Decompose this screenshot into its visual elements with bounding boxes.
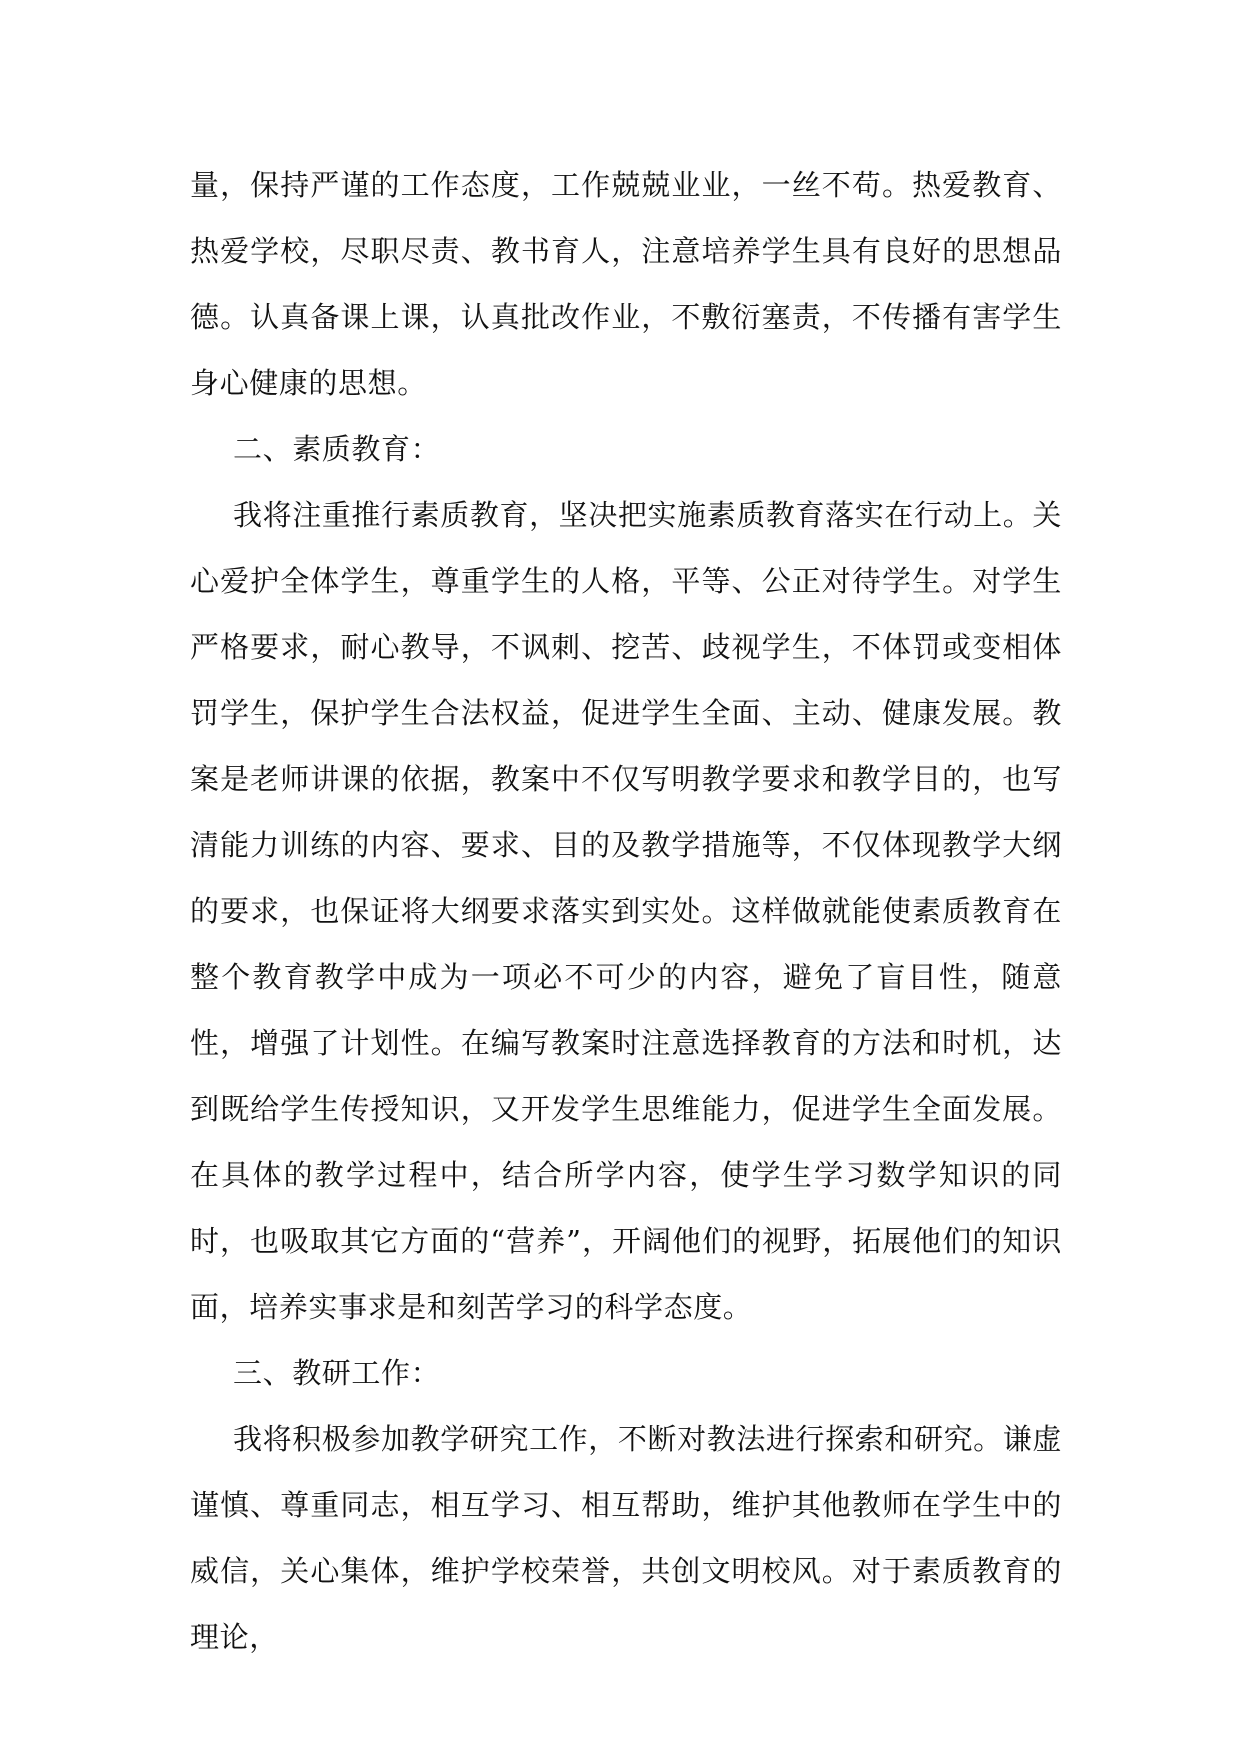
paragraph-teaching-research: 我将积极参加教学研究工作，不断对教法进行探索和研究。谦虚谨慎、尊重同志，相互学习、相互帮助，维护其他教师在学生中的威信，关心集体，维护学校荣誉，共创文明校风。对于素质教育的理论， bbox=[190, 1422, 1062, 1654]
paragraph-quality-education: 我将注重推行素质教育，坚决把实施素质教育落实在行动上。关心爱护全体学生，尊重学生的人格，平等、公正对待学生。对学生严格要求，耐心教导，不讽刺、挖苦、歧视学生，不体罚或变相体罚学生，保护学生合法权益，促进学生全面、主动、健康发展。教案是老师讲课的依据，教案中不仅写明教学要求和教学目的，也写清能力训练的内容、要求、目的及教学措施等，不仅体现教学大纲的要求，也保证将大纲要求落实到实处。这样做就能使素质教育在整个教育教学中成为一项必不可少的内容，避免了盲目性，随意性，增强了计划性。在编写教案时注意选择教育的方法和时机，达到既给学生传授知识，又开发学生思维能力，促进学生全面发展。在具体的教学过程中，结合所学内容，使学生学习数学知识的同时，也吸取其它方面的“营养”，开阔他们的视野，拓展他们的知识面，培养实事求是和刻苦学习的科学态度。 bbox=[190, 498, 1062, 1324]
section-heading-teaching-research: 三、教研工作： bbox=[233, 1356, 441, 1390]
paragraph-continued: 量，保持严谨的工作态度，工作兢兢业业，一丝不苟。热爱教育、热爱学校，尽职尽责、教书育人，注意培养学生具有良好的思想品德。认真备课上课，认真批改作业，不敷衍塞责，不传播有害学生身心健康的思想。 bbox=[190, 168, 1062, 400]
section-heading-quality-education: 二、素质教育： bbox=[233, 432, 441, 466]
document-body bbox=[190, 152, 1062, 1670]
